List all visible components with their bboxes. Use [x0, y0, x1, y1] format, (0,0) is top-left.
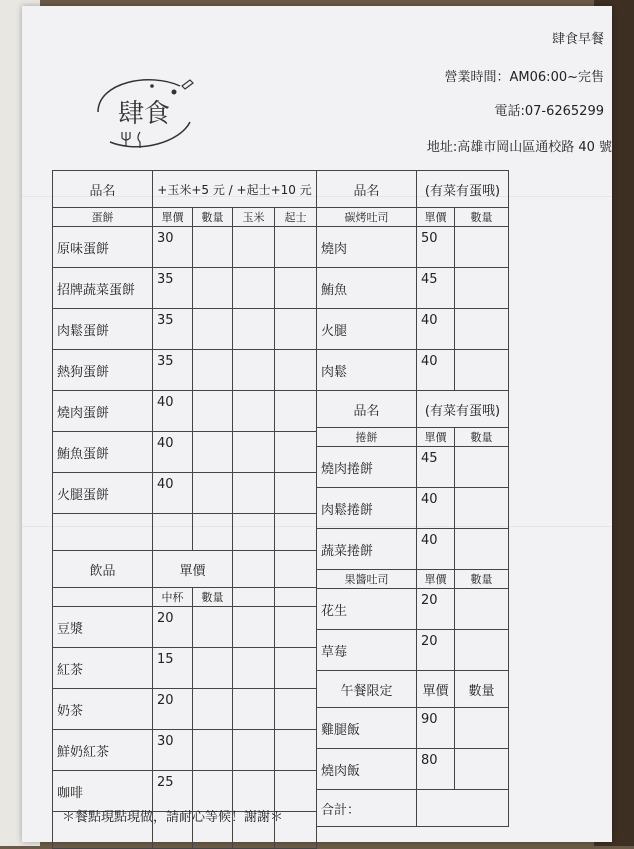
- column-header-price: 單價: [153, 208, 193, 227]
- item-price: 40: [153, 391, 193, 432]
- table-row: [317, 708, 509, 749]
- table-row: [53, 309, 317, 350]
- lunch-qty-header: 數量: [455, 671, 509, 708]
- table-row: [53, 730, 317, 771]
- corn-cell[interactable]: [233, 268, 275, 309]
- table-row: [317, 529, 509, 570]
- qty-cell[interactable]: [193, 648, 233, 689]
- footer-note: ＊餐點現點現做，請耐心等候！謝謝＊: [62, 810, 284, 825]
- corn-cell[interactable]: [233, 391, 275, 432]
- item-price: 35: [153, 350, 193, 391]
- drink-name: 奶茶: [53, 689, 153, 730]
- table-row: [317, 749, 509, 790]
- table-row: [53, 648, 317, 689]
- item-price: 40: [153, 473, 193, 514]
- qty-cell[interactable]: [193, 607, 233, 648]
- qty-cell[interactable]: [455, 227, 509, 268]
- drink-name: 豆漿: [53, 607, 153, 648]
- cheese-cell[interactable]: [275, 227, 317, 268]
- drinks-size-header: 中杯: [153, 588, 193, 607]
- table-row: [317, 630, 509, 671]
- header-note: (有菜有蛋哦): [417, 171, 509, 208]
- cheese-cell[interactable]: [275, 391, 317, 432]
- addon-header: +玉米+5 元 / +起士+10 元: [153, 171, 317, 208]
- lunch-header: 午餐限定: [317, 671, 417, 708]
- corn-cell[interactable]: [233, 350, 275, 391]
- lunch-price-header: 單價: [417, 671, 455, 708]
- item-name: 草莓: [317, 630, 417, 671]
- table-row: [317, 350, 509, 391]
- logo: [90, 72, 200, 152]
- item-name: 鮪魚蛋餅: [53, 432, 153, 473]
- drinks-price-header: 單價: [153, 551, 233, 588]
- roll-header-name: 品名: [317, 391, 417, 428]
- drink-name: 鮮奶紅茶: [53, 730, 153, 771]
- item-price: 40: [417, 488, 455, 529]
- corn-cell[interactable]: [233, 473, 275, 514]
- table-row: [53, 689, 317, 730]
- column-header-corn: 玉米: [233, 208, 275, 227]
- roll-header-note: (有菜有蛋哦): [417, 391, 509, 428]
- item-name: 火腿: [317, 309, 417, 350]
- cheese-cell[interactable]: [275, 350, 317, 391]
- drinks-header: 飲品: [53, 551, 153, 588]
- drink-name: 咖啡: [53, 771, 153, 812]
- qty-cell[interactable]: [455, 630, 509, 671]
- qty-cell[interactable]: [193, 309, 233, 350]
- item-name: 火腿蛋餅: [53, 473, 153, 514]
- drink-price: 25: [153, 771, 193, 812]
- egg-crepe-and-drinks-table: [52, 170, 317, 849]
- drink-price: 30: [153, 730, 193, 771]
- phone-number: 電話:07-6265299: [494, 104, 604, 119]
- logo-text: 肆食: [118, 99, 171, 129]
- column-header-qty: 數量: [193, 208, 233, 227]
- qty-cell[interactable]: [455, 708, 509, 749]
- qty-cell[interactable]: [455, 268, 509, 309]
- qty-cell[interactable]: [193, 730, 233, 771]
- item-price: 40: [153, 432, 193, 473]
- item-price: 40: [417, 529, 455, 570]
- column-header-qty: 數量: [455, 570, 509, 589]
- qty-cell[interactable]: [455, 488, 509, 529]
- cheese-cell[interactable]: [275, 309, 317, 350]
- logo-graphic: [90, 72, 200, 152]
- item-name: 燒肉捲餅: [317, 447, 417, 488]
- column-header-name: 品名: [317, 171, 417, 208]
- cheese-cell[interactable]: [275, 432, 317, 473]
- category-jam-toast: 果醬吐司: [317, 570, 417, 589]
- opening-hours: 營業時間：AM06:00~完售: [444, 70, 604, 85]
- cheese-cell[interactable]: [275, 268, 317, 309]
- column-header-qty: 數量: [455, 208, 509, 227]
- item-name: 蔬菜捲餅: [317, 529, 417, 570]
- column-header-price: 單價: [417, 208, 455, 227]
- table-row: [317, 309, 509, 350]
- total-value[interactable]: [417, 790, 509, 827]
- category-roll: 捲餅: [317, 428, 417, 447]
- corn-cell[interactable]: [233, 227, 275, 268]
- category-grilled-toast: 碳烤吐司: [317, 208, 417, 227]
- table-row: [53, 268, 317, 309]
- table-row: [53, 227, 317, 268]
- drink-price: 20: [153, 689, 193, 730]
- item-price: 80: [417, 749, 455, 790]
- cheese-cell[interactable]: [275, 473, 317, 514]
- total-label: 合計：: [317, 790, 417, 827]
- item-price: 40: [417, 350, 455, 391]
- item-price: 40: [417, 309, 455, 350]
- table-row: [317, 589, 509, 630]
- item-price: 20: [417, 630, 455, 671]
- qty-cell[interactable]: [193, 689, 233, 730]
- corn-cell[interactable]: [233, 432, 275, 473]
- item-price: 50: [417, 227, 455, 268]
- column-header-price: 單價: [417, 570, 455, 589]
- item-price: 45: [417, 268, 455, 309]
- qty-cell[interactable]: [455, 589, 509, 630]
- drinks-qty-header: 數量: [193, 588, 233, 607]
- item-name: 肉鬆捲餅: [317, 488, 417, 529]
- qty-cell[interactable]: [193, 227, 233, 268]
- table-row: [317, 488, 509, 529]
- item-name: 招牌蔬菜蛋餅: [53, 268, 153, 309]
- item-name: 燒肉: [317, 227, 417, 268]
- qty-cell[interactable]: [193, 391, 233, 432]
- toast-roll-lunch-table: [316, 170, 509, 827]
- item-name: 原味蛋餅: [53, 227, 153, 268]
- table-row-empty: [53, 514, 317, 551]
- table-row: [53, 473, 317, 514]
- item-price: 20: [417, 589, 455, 630]
- qty-cell[interactable]: [455, 350, 509, 391]
- table-row: [53, 350, 317, 391]
- table-row: [317, 227, 509, 268]
- table-row: [53, 432, 317, 473]
- item-name: 鮪魚: [317, 268, 417, 309]
- column-header-price: 單價: [417, 428, 455, 447]
- item-price: 90: [417, 708, 455, 749]
- item-name: 燒肉飯: [317, 749, 417, 790]
- corn-cell[interactable]: [233, 309, 275, 350]
- item-name: 肉鬆: [317, 350, 417, 391]
- category-egg-crepe: 蛋餅: [53, 208, 153, 227]
- item-price: 35: [153, 309, 193, 350]
- address: 地址:高雄市岡山區通校路 40 號: [426, 140, 612, 155]
- item-name: 熱狗蛋餅: [53, 350, 153, 391]
- item-name: 花生: [317, 589, 417, 630]
- shop-name: 肆食早餐: [551, 32, 604, 47]
- item-price: 30: [153, 227, 193, 268]
- table-row: [317, 268, 509, 309]
- qty-cell[interactable]: [455, 309, 509, 350]
- qty-cell[interactable]: [455, 529, 509, 570]
- column-header-qty: 數量: [455, 428, 509, 447]
- qty-cell[interactable]: [455, 749, 509, 790]
- column-header-cheese: 起士: [275, 208, 317, 227]
- item-name: 雞腿飯: [317, 708, 417, 749]
- item-price: 45: [417, 447, 455, 488]
- qty-cell[interactable]: [455, 447, 509, 488]
- item-price: 35: [153, 268, 193, 309]
- table-row: [317, 447, 509, 488]
- column-header-name: 品名: [53, 171, 153, 208]
- drink-price: 15: [153, 648, 193, 689]
- qty-cell[interactable]: [193, 473, 233, 514]
- table-row: [53, 607, 317, 648]
- drink-name: 紅茶: [53, 648, 153, 689]
- qty-cell[interactable]: [193, 432, 233, 473]
- qty-cell[interactable]: [193, 268, 233, 309]
- qty-cell[interactable]: [193, 350, 233, 391]
- item-name: 肉鬆蛋餅: [53, 309, 153, 350]
- drink-price: 20: [153, 607, 193, 648]
- table-row: [53, 391, 317, 432]
- item-name: 燒肉蛋餅: [53, 391, 153, 432]
